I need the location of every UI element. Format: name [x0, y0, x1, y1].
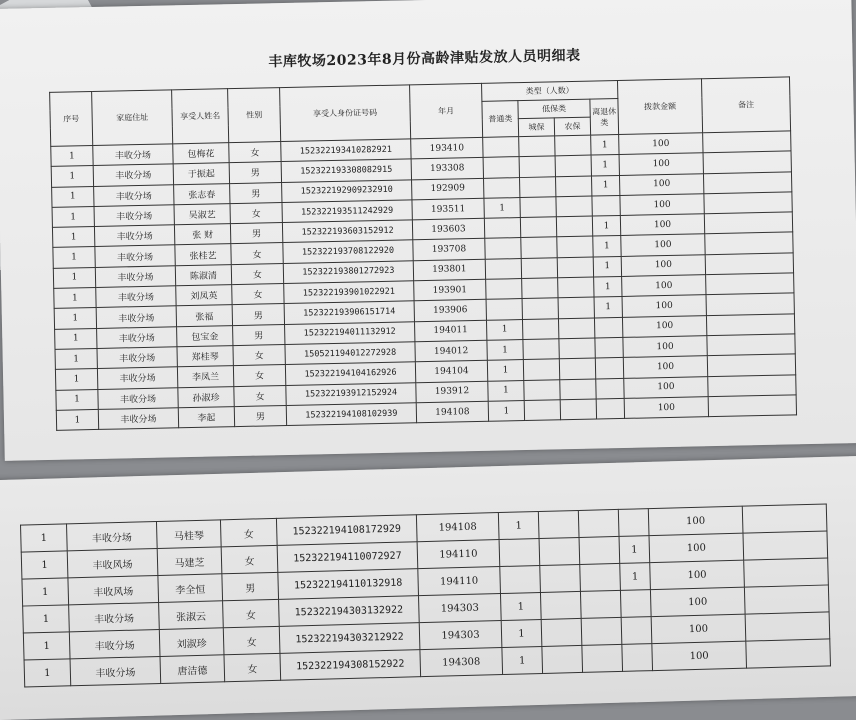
cell-retired	[594, 317, 622, 338]
cell-id: 152322193901022921	[284, 281, 414, 304]
cell-urban	[541, 618, 582, 646]
cell-remark	[742, 504, 827, 533]
cell-amount: 100	[650, 587, 745, 616]
cell-id: 152322193912152924	[286, 382, 416, 405]
cell-normal: 1	[486, 319, 522, 340]
cell-address: 丰收分场	[98, 408, 178, 430]
cell-amount: 100	[623, 336, 707, 358]
cell-id: 152322193708122920	[283, 240, 413, 263]
cell-name: 张桂艺	[175, 244, 231, 265]
cell-normal: 1	[498, 512, 539, 540]
cell-name: 张淑云	[159, 601, 224, 630]
cell-urban	[520, 217, 556, 238]
cell-urban	[539, 537, 580, 565]
cell-seq: 1	[22, 578, 69, 606]
cell-seq: 1	[21, 551, 68, 579]
cell-name: 马桂琴	[156, 520, 221, 549]
cell-name: 刘淑珍	[159, 628, 224, 657]
cell-birth: 193511	[412, 198, 484, 220]
cell-id: 152322192909232910	[282, 179, 412, 202]
cell-urban	[523, 359, 559, 380]
cell-birth: 193603	[412, 219, 484, 241]
cell-seq: 1	[52, 186, 94, 207]
cell-rural	[580, 563, 621, 591]
cell-retired	[595, 337, 623, 358]
cell-seq: 1	[52, 227, 94, 248]
cell-rural	[557, 237, 593, 258]
cell-gender: 女	[231, 243, 283, 264]
cell-birth: 194104	[415, 361, 487, 383]
cell-address: 丰收分场	[69, 602, 160, 631]
cell-urban	[520, 197, 556, 218]
cell-urban	[540, 564, 581, 592]
cell-birth: 193708	[413, 239, 485, 261]
cell-seq: 1	[24, 659, 71, 687]
cell-gender: 女	[220, 518, 277, 546]
cell-id: 152322193410282921	[281, 139, 411, 162]
cell-urban	[519, 176, 555, 197]
cell-retired	[618, 509, 649, 537]
cell-retired: 1	[591, 134, 619, 155]
table-body-bottom	[21, 504, 831, 687]
cell-retired	[592, 195, 620, 216]
cell-amount: 100	[622, 315, 706, 337]
cell-id: 150521194012272928	[285, 342, 415, 365]
cell-id: 152322194110072927	[277, 542, 418, 573]
cell-retired: 1	[619, 536, 650, 564]
cell-normal	[485, 258, 521, 279]
cell-remark	[704, 212, 792, 234]
cell-amount: 100	[652, 641, 747, 670]
header-id: 享受人身份证号码	[280, 85, 411, 142]
cell-gender: 女	[229, 142, 281, 163]
cell-urban	[524, 379, 560, 400]
header-name: 享受人姓名	[172, 89, 229, 144]
cell-retired	[620, 590, 651, 618]
cell-normal	[486, 299, 522, 320]
cell-address: 丰收分场	[93, 164, 173, 186]
cell-birth: 193410	[411, 137, 483, 159]
cell-urban	[524, 400, 560, 421]
cell-gender: 女	[223, 599, 280, 627]
cell-name: 李起	[178, 406, 234, 427]
cell-birth: 194108	[416, 401, 488, 423]
cell-urban	[522, 298, 558, 319]
cell-birth: 193308	[411, 158, 483, 180]
header-urban: 城保	[518, 118, 554, 137]
cell-name: 张 财	[174, 224, 230, 245]
cell-retired	[596, 378, 624, 399]
header-type-group: 类型（人数）	[482, 80, 618, 101]
cell-remark	[744, 585, 829, 614]
cell-seq: 1	[21, 524, 68, 552]
cell-birth: 194012	[415, 340, 487, 362]
cell-birth: 192909	[412, 178, 484, 200]
cell-retired: 1	[591, 175, 619, 196]
cell-normal: 1	[487, 360, 523, 381]
cell-gender: 男	[222, 572, 279, 600]
subsidy-table-bottom	[20, 503, 831, 687]
cell-normal	[485, 238, 521, 259]
cell-birth: 194303	[419, 621, 502, 650]
cell-urban	[523, 339, 559, 360]
cell-normal: 1	[488, 400, 524, 421]
cell-id: 152322194108102939	[286, 403, 416, 426]
cell-normal	[484, 218, 520, 239]
cell-name: 李凤兰	[177, 366, 233, 387]
cell-address: 丰收分场	[94, 205, 174, 227]
cell-amount: 100	[620, 214, 704, 236]
header-retired: 离退休类	[590, 98, 619, 135]
cell-rural	[580, 590, 621, 618]
cell-retired: 1	[593, 256, 621, 277]
cell-birth: 194011	[414, 320, 486, 342]
cell-name: 孙淑珍	[178, 386, 234, 407]
cell-remark	[703, 151, 791, 173]
cell-gender: 女	[224, 653, 281, 681]
cell-id: 152322194303132922	[279, 596, 420, 627]
cell-seq: 1	[54, 288, 96, 309]
cell-birth: 194303	[419, 594, 502, 623]
cell-name: 包宝金	[177, 325, 233, 346]
cell-rural	[558, 277, 594, 298]
cell-remark	[706, 293, 794, 315]
cell-rural	[559, 338, 595, 359]
cell-id: 152322194303212922	[279, 623, 420, 654]
cell-name: 吴淑艺	[174, 204, 230, 225]
cell-birth: 193901	[414, 279, 486, 301]
cell-address: 丰收分场	[97, 367, 177, 389]
cell-rural	[555, 135, 591, 156]
cell-remark	[703, 131, 791, 153]
cell-rural	[556, 216, 592, 237]
cell-urban	[521, 237, 557, 258]
cell-seq: 1	[55, 348, 97, 369]
cell-address: 丰收分场	[69, 629, 160, 658]
header-gender: 性别	[228, 88, 281, 143]
cell-seq: 1	[56, 389, 98, 410]
cell-remark	[708, 374, 796, 396]
cell-seq: 1	[56, 409, 98, 430]
cell-rural	[558, 318, 594, 339]
header-dibao-group: 低保类	[518, 99, 590, 119]
cell-rural	[555, 155, 591, 176]
cell-id: 152322194011132912	[285, 321, 415, 344]
cell-seq: 1	[52, 206, 94, 227]
cell-address: 丰收风场	[67, 549, 158, 578]
cell-rural	[560, 399, 596, 420]
cell-address: 丰收分场	[98, 387, 178, 409]
cell-gender: 男	[232, 304, 284, 325]
cell-normal: 1	[487, 340, 523, 361]
cell-id: 152322193906151714	[284, 301, 414, 324]
cell-normal	[486, 279, 522, 300]
cell-amount: 100	[649, 533, 744, 562]
cell-amount: 100	[650, 560, 745, 589]
cell-gender: 女	[233, 365, 285, 386]
cell-name: 于振起	[173, 163, 229, 184]
cell-normal	[484, 177, 520, 198]
cell-remark	[707, 334, 795, 356]
cell-name: 马建芝	[157, 547, 222, 576]
cell-id: 152322194104162926	[285, 362, 415, 385]
cell-normal	[483, 157, 519, 178]
cell-address: 丰收分场	[96, 306, 176, 328]
subsidy-table-top	[49, 76, 797, 431]
cell-id: 152322194108172929	[276, 515, 417, 546]
cell-urban	[542, 645, 583, 673]
cell-amount: 100	[619, 133, 703, 155]
cell-seq: 1	[53, 267, 95, 288]
cell-urban	[538, 510, 579, 538]
cell-seq: 1	[55, 369, 97, 390]
cell-amount: 100	[624, 397, 708, 419]
cell-id: 152322193308082915	[281, 159, 411, 182]
cell-normal	[483, 137, 519, 158]
cell-normal: 1	[484, 197, 520, 218]
cell-address: 丰收分场	[67, 522, 158, 551]
cell-id: 152322193801272923	[283, 261, 413, 284]
cell-gender: 女	[221, 545, 278, 573]
cell-amount: 100	[651, 614, 746, 643]
cell-name: 包梅花	[173, 143, 229, 164]
cell-remark	[746, 639, 831, 668]
cell-gender: 女	[231, 263, 283, 284]
cell-address: 丰收风场	[68, 575, 159, 604]
cell-seq: 1	[51, 166, 93, 187]
cell-birth: 194108	[416, 513, 499, 542]
cell-birth: 194110	[418, 567, 501, 596]
cell-address: 丰收分场	[93, 144, 173, 166]
cell-gender: 男	[229, 162, 281, 183]
cell-rural	[557, 257, 593, 278]
cell-rural	[582, 644, 623, 672]
cell-remark	[705, 253, 793, 275]
cell-birth: 194308	[420, 648, 503, 677]
cell-retired: 1	[593, 236, 621, 257]
cell-address: 丰收分场	[94, 184, 174, 206]
table-body-top	[51, 131, 797, 431]
cell-amount: 100	[619, 153, 703, 175]
cell-gender: 男	[230, 182, 282, 203]
cell-address: 丰收分场	[96, 286, 176, 308]
header-amount: 拨款金额	[617, 79, 702, 135]
cell-seq: 1	[51, 146, 93, 167]
cell-address: 丰收分场	[97, 347, 177, 369]
cell-amount: 100	[621, 234, 705, 256]
cell-gender: 女	[230, 202, 282, 223]
cell-name: 张志春	[174, 183, 230, 204]
cell-rural	[578, 509, 619, 537]
cell-retired: 1	[592, 216, 620, 237]
cell-address: 丰收分场	[70, 656, 161, 685]
cell-seq: 1	[54, 308, 96, 329]
cell-gender: 男	[233, 324, 285, 345]
cell-remark	[706, 273, 794, 295]
cell-id: 152322194110132918	[278, 569, 419, 600]
cell-name: 刘凤英	[176, 285, 232, 306]
cell-id: 152322193603152912	[282, 220, 412, 243]
cell-retired	[595, 358, 623, 379]
cell-rural	[559, 358, 595, 379]
cell-retired	[621, 617, 652, 645]
cell-amount: 100	[623, 356, 707, 378]
cell-retired	[596, 398, 624, 419]
cell-rural	[579, 536, 620, 564]
cell-retired: 1	[620, 563, 651, 591]
cell-gender: 女	[234, 385, 286, 406]
cell-retired: 1	[594, 297, 622, 318]
header-address: 家庭住址	[92, 90, 173, 146]
cell-rural	[560, 379, 596, 400]
cell-remark	[703, 171, 791, 193]
cell-name: 张福	[176, 305, 232, 326]
cell-normal: 1	[502, 646, 543, 674]
cell-normal: 1	[488, 380, 524, 401]
cell-amount: 100	[619, 173, 703, 195]
cell-rural	[555, 176, 591, 197]
cell-address: 丰收分场	[94, 225, 174, 247]
cell-remark	[707, 354, 795, 376]
cell-name: 唐洁德	[160, 655, 225, 684]
cell-urban	[522, 278, 558, 299]
cell-birth: 193912	[416, 381, 488, 403]
document-title: 丰库牧场2023年8月份高龄津贴发放人员明细表	[268, 47, 581, 71]
cell-normal	[499, 539, 540, 567]
cell-seq: 1	[23, 605, 70, 633]
cell-gender: 女	[232, 284, 284, 305]
cell-gender: 男	[230, 223, 282, 244]
cell-birth: 193801	[413, 259, 485, 281]
cell-name: 李全恒	[158, 574, 223, 603]
cell-seq: 1	[23, 632, 70, 660]
cell-normal	[500, 565, 541, 593]
header-birth: 年月	[410, 83, 483, 138]
cell-amount: 100	[622, 295, 706, 317]
cell-normal: 1	[500, 592, 541, 620]
cell-remark	[708, 395, 796, 417]
cell-rural	[558, 297, 594, 318]
cell-amount: 100	[620, 194, 704, 216]
cell-remark	[743, 531, 828, 560]
cell-remark	[706, 314, 794, 336]
cell-amount: 100	[648, 506, 743, 535]
cell-address: 丰收分场	[95, 245, 175, 267]
cell-name: 郑桂琴	[177, 346, 233, 367]
cell-rural	[581, 617, 622, 645]
cell-urban	[521, 258, 557, 279]
cell-normal: 1	[501, 619, 542, 647]
cell-urban	[519, 136, 555, 157]
cell-address: 丰收分场	[97, 326, 177, 348]
cell-rural	[556, 196, 592, 217]
cell-gender: 男	[234, 405, 286, 426]
cell-gender: 女	[233, 344, 285, 365]
cell-urban	[519, 156, 555, 177]
cell-amount: 100	[624, 376, 708, 398]
cell-remark	[705, 232, 793, 254]
cell-urban	[522, 318, 558, 339]
cell-retired: 1	[591, 155, 619, 176]
cell-remark	[745, 612, 830, 641]
cell-seq: 1	[55, 328, 97, 349]
cell-urban	[540, 591, 581, 619]
header-normal: 普通类	[482, 101, 519, 138]
cell-remark	[704, 192, 792, 214]
cell-amount: 100	[621, 254, 705, 276]
header-rural: 农保	[554, 117, 590, 136]
cell-name: 陈淑清	[175, 264, 231, 285]
cell-remark	[744, 558, 829, 587]
cell-address: 丰收分场	[95, 266, 175, 288]
cell-retired	[622, 644, 653, 672]
cell-amount: 100	[622, 275, 706, 297]
header-remark: 备注	[701, 77, 790, 133]
cell-retired: 1	[594, 277, 622, 298]
cell-id: 152322193511242929	[282, 200, 412, 223]
cell-birth: 193906	[414, 300, 486, 322]
header-seq: 序号	[50, 92, 93, 147]
cell-birth: 194110	[417, 540, 500, 569]
cell-seq: 1	[53, 247, 95, 268]
cell-gender: 女	[223, 626, 280, 654]
cell-id: 152322194308152922	[280, 650, 421, 681]
